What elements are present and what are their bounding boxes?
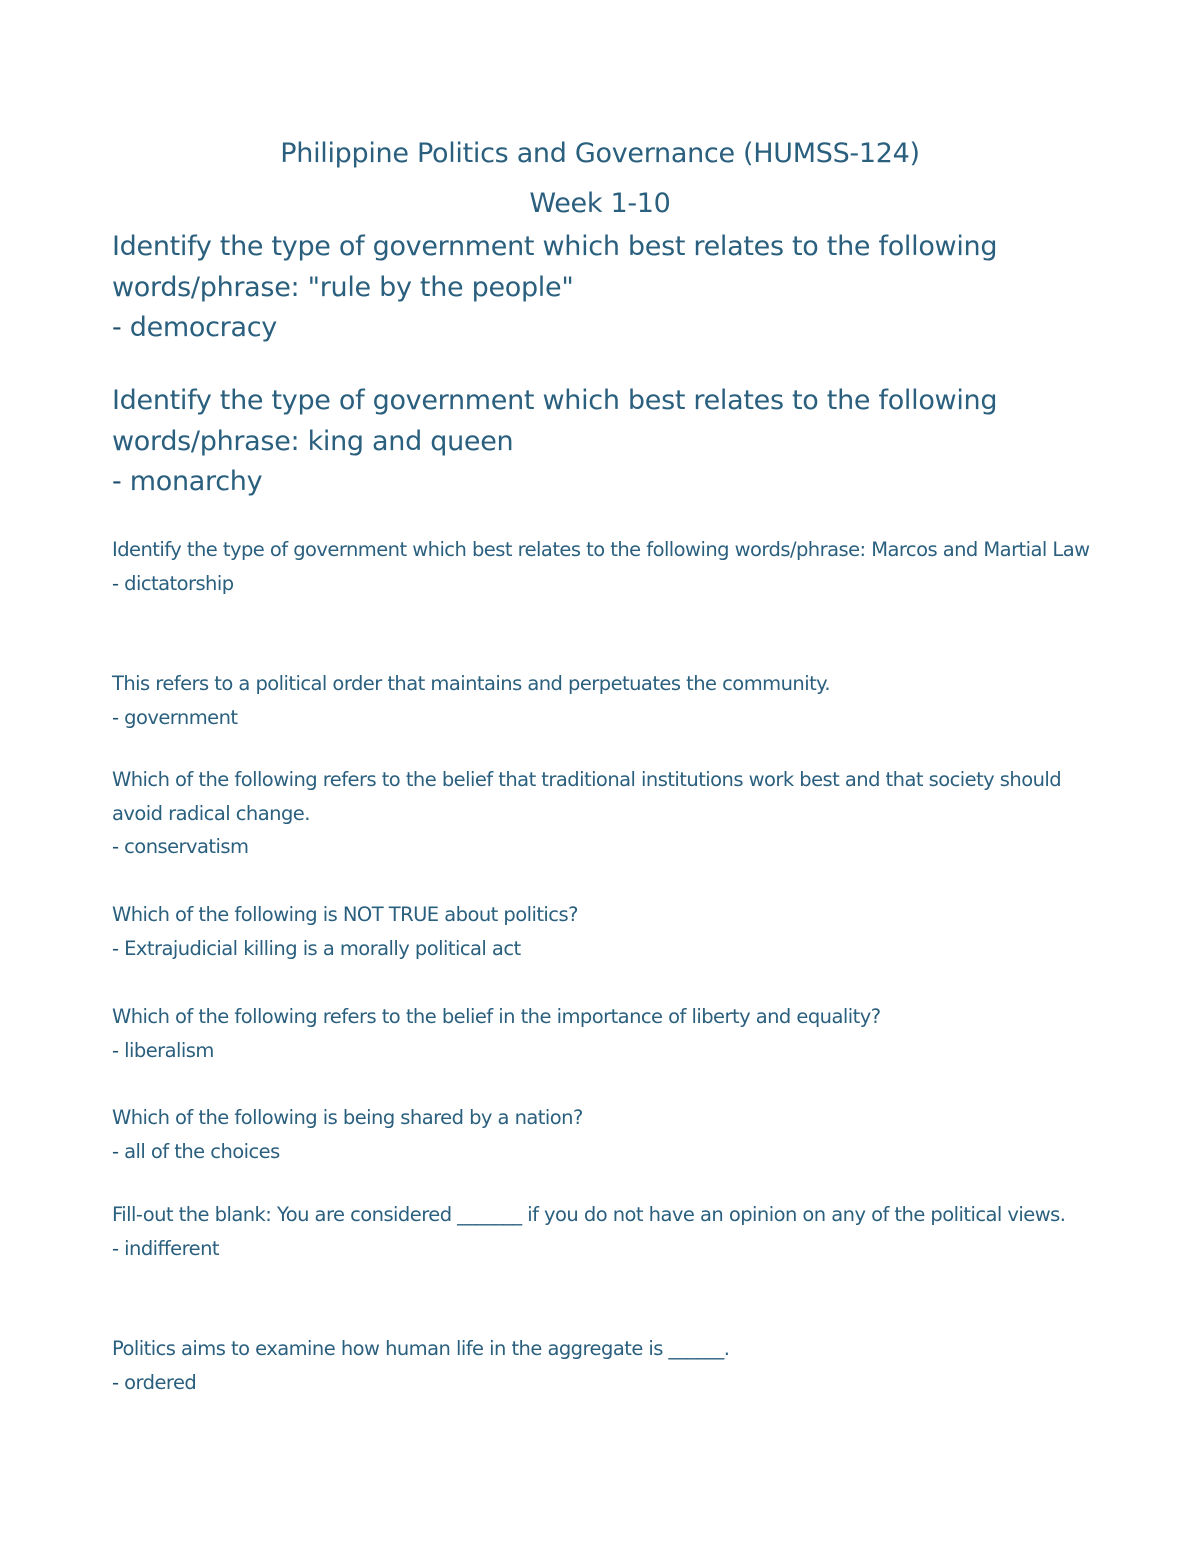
answer-text: - democracy — [112, 312, 277, 343]
question-block-5 — [112, 763, 1092, 864]
question-text: Which of the following refers to the belief in the importance of liberty and equality? — [112, 1005, 881, 1028]
answer-text: - ordered — [112, 1370, 197, 1394]
question-block-2 — [112, 381, 1092, 503]
answer-text: - monarchy — [112, 466, 263, 497]
answer-text: - government — [112, 705, 238, 729]
question-block-7 — [112, 1000, 1092, 1067]
question-block-3 — [112, 533, 1092, 600]
question-block-6 — [112, 898, 1092, 965]
question-text: Which of the following refers to the belief that traditional institutions work best and that society should avoid radical change. — [112, 768, 1062, 825]
answer-text: - liberalism — [112, 1038, 214, 1062]
question-text: Politics aims to examine how human life in the aggregate is ______. — [112, 1337, 730, 1360]
answer-text: - dictatorship — [112, 571, 234, 595]
question-block-8 — [112, 1101, 1092, 1168]
question-text: Identify the type of government which best relates to the following words/phrase: king and queen — [112, 385, 998, 457]
answer-text: - Extrajudicial killing is a morally political act — [112, 936, 521, 960]
question-block-10 — [112, 1332, 1092, 1399]
answer-text: - conservatism — [112, 835, 249, 858]
question-block-4 — [112, 667, 1092, 734]
question-block-1 — [112, 227, 1092, 349]
document-subtitle: Week 1-10 — [529, 188, 671, 219]
question-block-9 — [112, 1198, 1092, 1265]
document-title: Philippine Politics and Governance (HUMSS-124) — [280, 138, 920, 169]
answer-text: - indifferent — [112, 1236, 219, 1260]
question-text: Which of the following is being shared by a nation? — [112, 1106, 583, 1129]
question-text: This refers to a political order that maintains and perpetuates the community. — [112, 672, 831, 695]
question-text: Identify the type of government which best relates to the following words/phrase: "rule by the people" — [112, 231, 998, 303]
question-text: Identify the type of government which best relates to the following words/phrase: Marcos and Martial Law — [112, 538, 1090, 561]
answer-text: - all of the choices — [112, 1139, 280, 1163]
question-text: Which of the following is NOT TRUE about politics? — [112, 903, 578, 926]
question-text: Fill-out the blank: You are considered _______ if you do not have an opinion on any of the political views. — [112, 1203, 1066, 1226]
